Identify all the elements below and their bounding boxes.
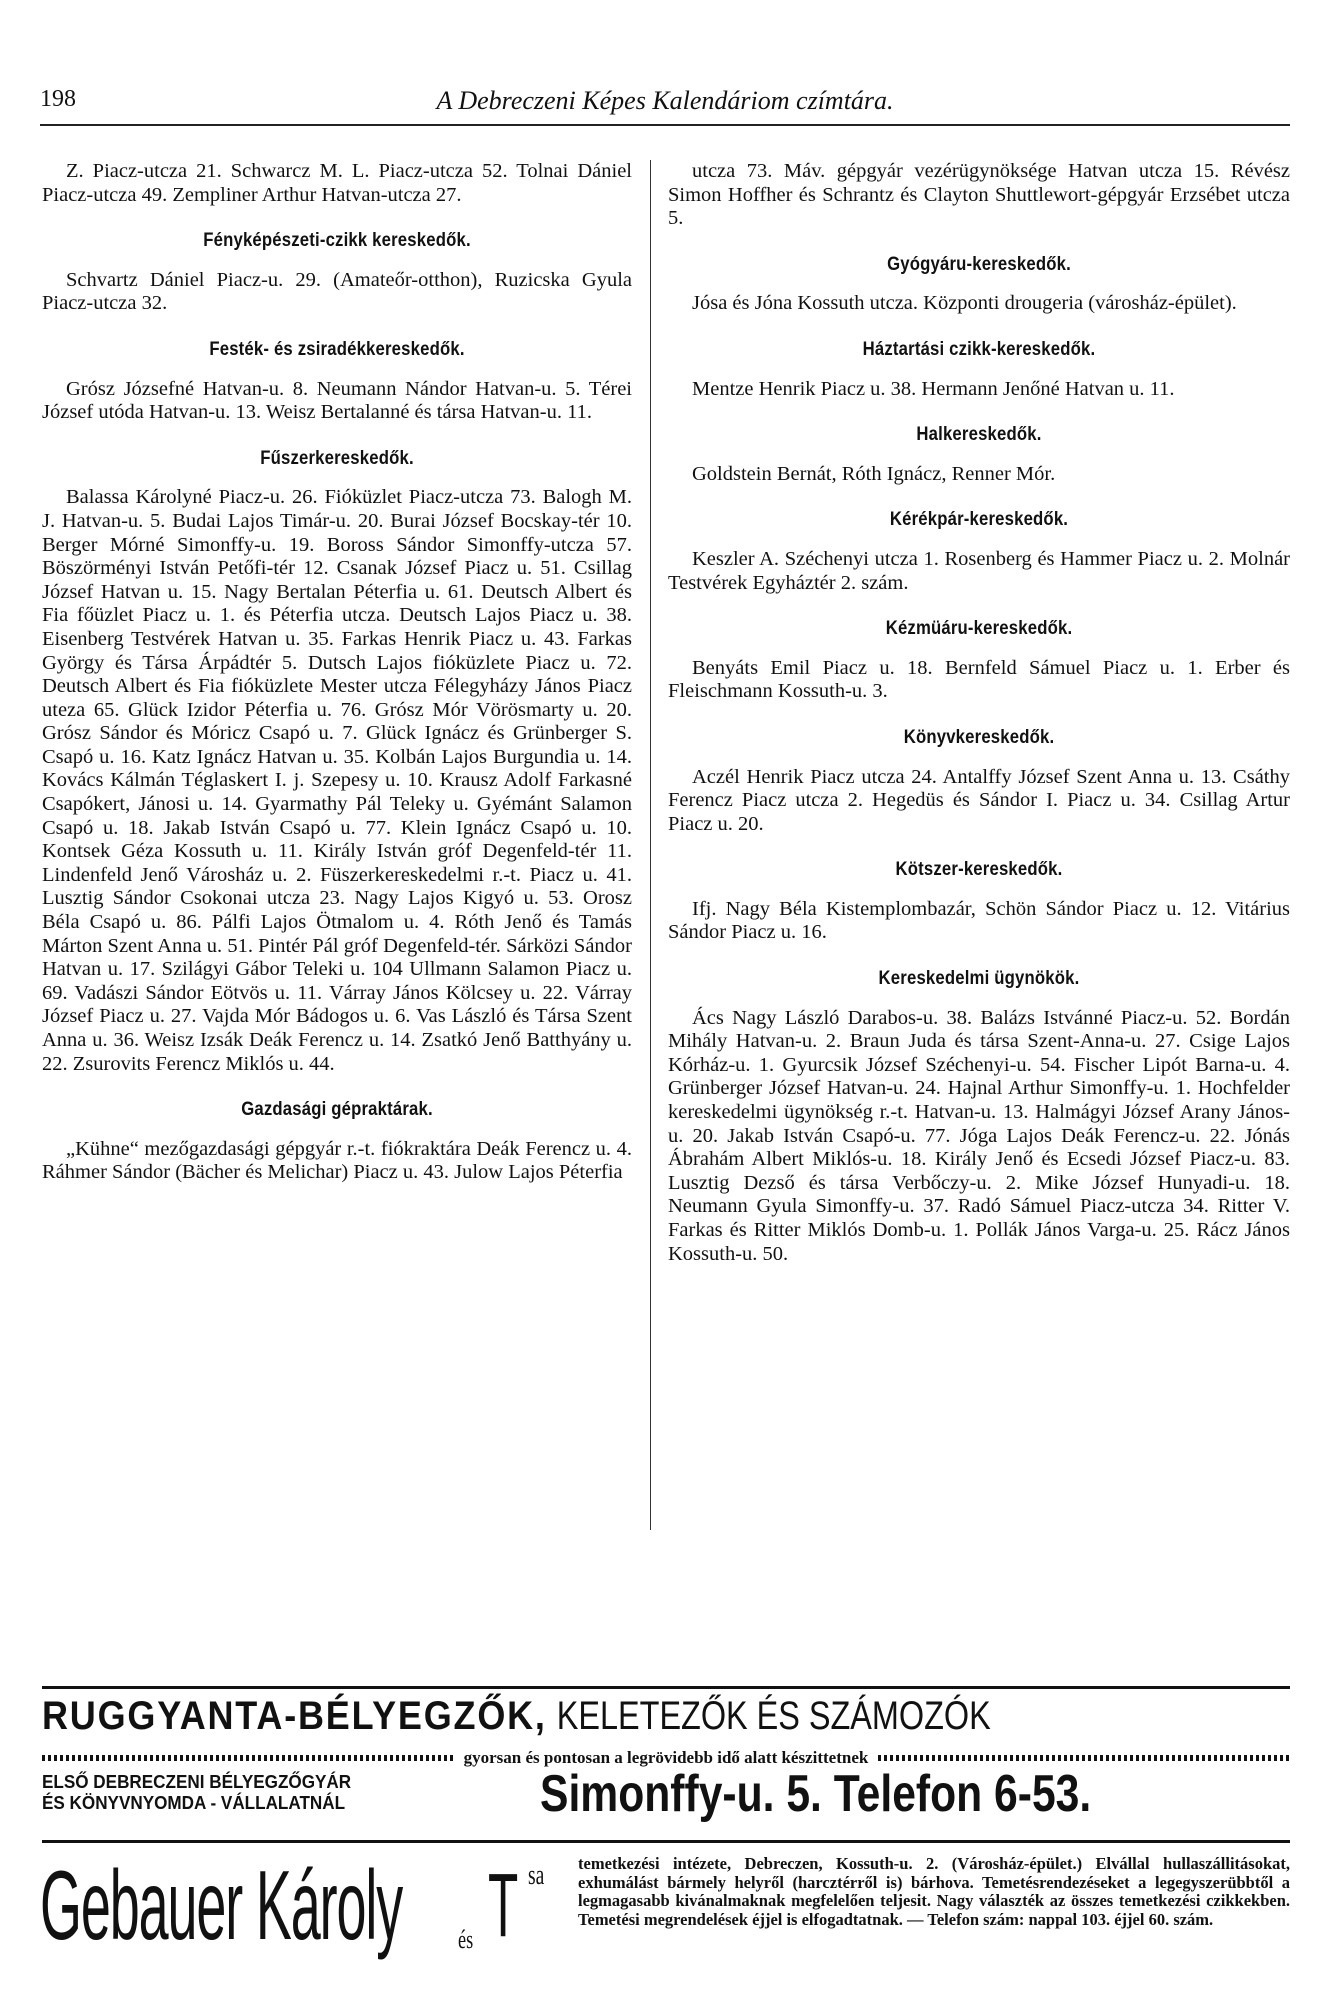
section-text: Jósa és Jóna Kossuth utcza. Központi drougeria (városház-épület). bbox=[692, 292, 1237, 315]
funeral-ad-t: T bbox=[488, 1856, 519, 1956]
section-heading: Kötszer-kereskedők. bbox=[895, 859, 1063, 881]
section-heading: Kézmüáru-kereskedők. bbox=[885, 618, 1073, 640]
section-heading: Háztartási czikk-kereskedők. bbox=[862, 338, 1096, 360]
stamp-ad-title-rest: KELETEZŐK ÉS SZÁMOZÓK bbox=[556, 1694, 991, 1738]
company-line: ELSŐ DEBRECZENI BÉLYEGZŐGYÁR bbox=[42, 1772, 352, 1792]
column-divider bbox=[650, 160, 651, 1530]
right-column bbox=[668, 160, 1290, 1266]
intro-paragraph: utcza 73. Máv. gépgyár vezérügynöksége Hatvan utcza 15. Révész Simon Hoffher és Schrantz és Clayton Shuttlewort-gépgyár Erzsébet utcza 5. bbox=[668, 160, 1290, 230]
funeral-ad-and: és bbox=[458, 1925, 474, 1954]
intro-paragraph: Z. Piacz-utcza 21. Schwarcz M. L. Piacz-utcza 52. Tolnai Dániel Piacz-utcza 49. Zempliner Arthur Hatvan-utcza 27. bbox=[42, 160, 632, 206]
section-heading: Fényképészeti-czikk kereskedők. bbox=[203, 230, 471, 252]
section-heading: Halkereskedők. bbox=[916, 424, 1042, 446]
company-line: ÉS KÖNYVNYOMDA - VÁLLALATNÁL bbox=[42, 1793, 346, 1813]
section-text: Keszler A. Széchenyi utcza 1. Rosenberg és Hammer Piacz u. 2. Molnár Testvérek Egyháztér 2. szám. bbox=[668, 547, 1290, 594]
section-text: Aczél Henrik Piacz utcza 24. Antalffy József Szent Anna u. 13. Csáthy Ferencz Piacz utcza 2. Hegedüs és Sándor I. Piacz u. 34. Csillag Artur Piacz u. 20. bbox=[668, 765, 1290, 835]
stamp-ad-company bbox=[42, 1772, 351, 1814]
section-heading: Kereskedelmi ügynökök. bbox=[878, 968, 1080, 990]
left-column bbox=[42, 160, 632, 1185]
stamp-ad-address: Simonffy-u. 5. Telefon 6-53. bbox=[540, 1765, 1092, 1823]
section-text: „Kühne“ mezőgazdasági gépgyár r.-t. fiókraktára Deák Ferencz u. 4. Ráhmer Sándor (Bächer és Melichar) Piacz u. 43. Julow Lajos Péterfia bbox=[42, 1137, 632, 1184]
funeral-ad-name: Gebauer Károly bbox=[40, 1850, 403, 1960]
ad-rule-top bbox=[42, 1686, 1290, 1689]
section-text: Schvartz Dániel Piacz-u. 29. (Amateőr-otthon), Ruzicska Gyula Piacz-utcza 32. bbox=[42, 268, 632, 315]
section-text: Balassa Károlyné Piacz-u. 26. Fióküzlet Piacz-utcza 73. Balogh M. J. Hatvan-u. 5. Budai Lajos Timár-u. 20. Burai József Bocskay-tér 10. Berger Mórné Simonffy-u. 19. Boross Sándor Simonffy-utcza 57. Böszörményi István Petőfi-tér 12. Csanak József Piacz u. 51. Csillag József Hatvan u. 15. Nagy Bertalan Péterfia u. 61. Deutsch Albert és Fia főüzlet Piacz u. 1. és Péterfia utcza. Deutsch Lajos Piacz u. 38. Eisenberg Testvérek Hatvan u. 35. Farkas Henrik Piacz u. 43. Farkas György és Társa Árpádtér 5. Dutsch Lajos fióküzlete Piacz u. 72. Deutsch Albert és Fia fióküzlete Mester utcza Félegyházy János Piacz uteza 65. Glück Izidor Péterfia u. 76. Grósz Mór Vörösmarty u. 20. Grósz Sándor és Móricz Csapó u. 7. Glück Ignácz és Grünberger S. Csapó u. 16. Katz Ignácz Hatvan u. 35. Kolbán Lajos Burgundia u. 14. Kovács Kálmán Téglaskert I. j. Szepesy u. 10. Krausz Adolf Farkasné Csapókert, Jánosi u. 14. Gyarmathy Pál Teleky u. Gyémánt Salamon Csapó u. 18. Jakab István Csapó u. 77. Klein Ignácz Csapó u. 10. Kontsek Géza Kossuth u. 11. Király István gróf Degenfeld-tér 11. Lindenfeld Jenő Városház u. 2. Füszerkereskedelmi r.-t. Piacz u. 41. Lusztig Sándor Csokonai utcza 23. Nagy Lajos Kigyó u. 53. Orosz Béla Csapó u. 86. Pálfi Lajos Ötmalom u. 4. Róth Jenő és Tamás Márton Szent Anna u. 51. Pintér Pál gróf Degenfeld-tér. Sárközi Sándor Hatvan u. 17. Szilágyi Gábor Teleki u. 104 Ullmann Salamon Piacz u. 69. Vadászi Sándor Eötvös u. 11. Várray János Kölcsey u. 22. Várray József Piacz u. 27. Vajda Mór Bádogos u. 6. Vas László és Társa Szent Anna u. 36. Weisz Izsák Deák Ferencz u. 14. Zsatkó Jenő Batthyány u. 22. Zsurovits Ferencz Miklós u. 44. bbox=[42, 486, 632, 1075]
stamp-ad-tagline: gyorsan és pontosan a legrövidebb idő alatt készittetnek bbox=[463, 1748, 869, 1767]
page-number: 198 bbox=[40, 86, 76, 112]
section-heading: Gyógyáru-kereskedők. bbox=[887, 253, 1071, 275]
section-heading: Könyvkereskedők. bbox=[903, 726, 1055, 748]
section-heading: Kérékpár-kereskedők. bbox=[889, 509, 1069, 531]
section-text: Benyáts Emil Piacz u. 18. Bernfeld Sámuel Piacz u. 1. Erber és Fleischmann Kossuth-u. 3. bbox=[668, 656, 1290, 703]
ad-rule-middle bbox=[42, 1840, 1290, 1843]
section-text: Mentze Henrik Piacz u. 38. Hermann Jenőné Hatvan u. 11. bbox=[692, 377, 1175, 400]
section-text: Goldstein Bernát, Róth Ignácz, Renner Mór. bbox=[692, 462, 1056, 485]
stamp-ad-title-bold: RUGGYANTA-BÉLYEGZŐK, bbox=[42, 1694, 547, 1738]
section-heading: Fűszerkereskedők. bbox=[260, 447, 414, 469]
funeral-ad-sa: sa bbox=[528, 1860, 545, 1891]
section-text: Grósz Józsefné Hatvan-u. 8. Neumann Nándor Hatvan-u. 5. Térei József utóda Hatvan-u. 13. Weisz Bertalanné és társa Hatvan-u. 11. bbox=[42, 377, 632, 424]
section-heading: Festék- és zsiradékkereskedők. bbox=[209, 338, 465, 360]
section-heading: Gazdasági gépraktárak. bbox=[241, 1099, 433, 1121]
stamp-ad-title bbox=[42, 1694, 1290, 1739]
dotted-ornament bbox=[42, 1755, 454, 1761]
page-header bbox=[40, 80, 1290, 126]
running-title: A Debreczeni Képes Kalendáriom czímtára. bbox=[436, 86, 894, 115]
section-text: Ifj. Nagy Béla Kistemplombazár, Schön Sándor Piacz u. 12. Vitárius Sándor Piacz u. 16. bbox=[668, 897, 1290, 944]
section-text: Ács Nagy László Darabos-u. 38. Balázs Istvánné Piacz-u. 52. Bordán Mihály Hatvan-u. 2. Braun Juda és társa Szent-Anna-u. 27. Csige Lajos Kórház-u. 1. Gyurcsik József Széchenyi-u. 54. Fischer Lipót Barna-u. 4. Grünberger József Hatvan-u. 24. Hajnal Arthur Simonffy-u. 1. Hochfelder kereskedelmi ügynökség r.-t. Hatvan-u. 13. Halmágyi József Arany János-u. 20. Jakab István Csapó-u. 77. Jóga Lajos Deák Ferencz-u. 22. Jónás Ábrahám Albert Miklós-u. 18. Király Jenő és Ecsedi József Piacz-u. 83. Lusztig Dezső és társa Verbőczy-u. 2. Mike József Hunyadi-u. 18. Neumann Gyula Simonffy-u. 37. Radó Sámuel Piacz-utcza 34. Ritter V. Farkas és Ritter Miklós Domb-u. 1. Pollák János Varga-u. 25. Rácz János Kossuth-u. 50. bbox=[668, 1006, 1290, 1265]
funeral-ad-text: temetkezési intézete, Debreczen, Kossuth-u. 2. (Városház-épület.) Elvállal hullaszállitásokat, exhumálást bármely helyről (harcztérről is) bárhova. Temetésrendezéseket a legegyszerübbtől a legmagasabb kivánalmaknak megfelelően teljesit. Nagy választék az összes temetkezési czikkekben. Temetési megrendelések éjjel is elfogadtatnak. — Telefon szám: nappal 103. éjjel 60. szám. bbox=[578, 1854, 1290, 1929]
dotted-ornament bbox=[878, 1755, 1290, 1761]
